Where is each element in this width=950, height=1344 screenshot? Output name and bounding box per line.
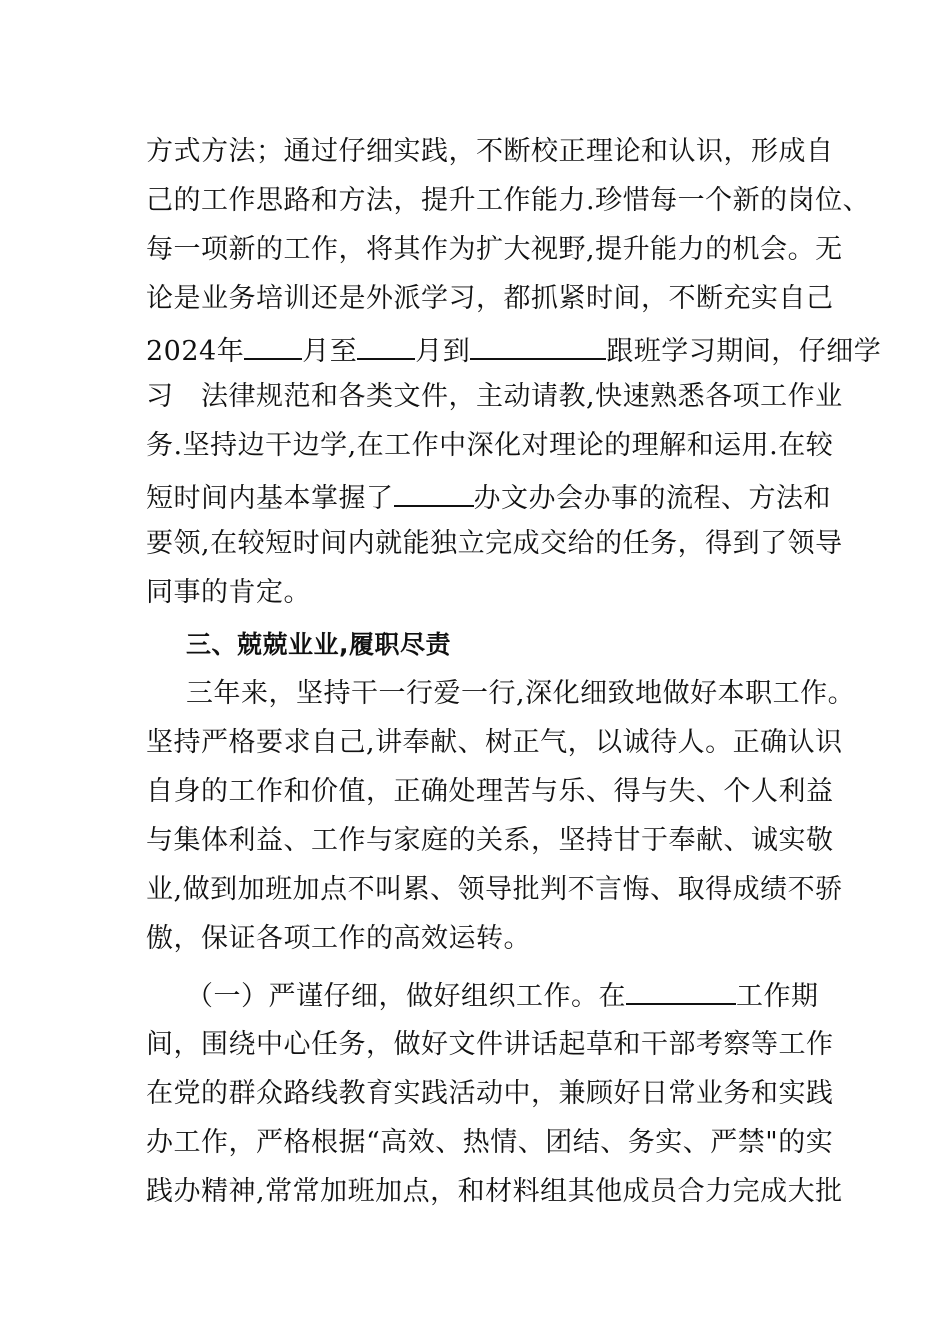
- paragraph-line: 坚持严格要求自己,讲奉献、树正气，以诚待人。正确认识: [146, 727, 843, 758]
- paragraph-line: 办工作，严格根据“高效、热情、团结、务实、严禁"的实: [146, 1127, 834, 1158]
- fill-blank: [470, 330, 606, 360]
- paragraph-line-with-blank: [146, 477, 831, 517]
- paragraph-line: 同事的肯定。: [146, 577, 311, 608]
- paragraph-line: 论是业务培训还是外派学习，都抓紧时间，不断充实自己: [146, 283, 834, 314]
- paragraph-line: 务.坚持边干边学,在工作中深化对理论的理解和运用.在较: [146, 430, 834, 461]
- paragraph-line: 习 法律规范和各类文件，主动请教,快速熟悉各项工作业: [146, 381, 843, 412]
- paragraph-line: 傲，保证各项工作的高效运转。: [146, 923, 531, 954]
- paragraph-line: 三年来，坚持干一行爱一行,深化细致地做好本职工作。: [186, 678, 856, 709]
- line-text: 跟班学习期间，仔细学: [606, 336, 882, 367]
- paragraph-line: 在党的群众路线教育实践活动中，兼顾好日常业务和实践: [146, 1078, 834, 1109]
- paragraph-line: 方式方法；通过仔细实践，不断校正理论和认识，形成自: [146, 136, 834, 167]
- subsection-line-with-blank: [146, 975, 866, 1015]
- paragraph-line-with-blanks: [146, 330, 882, 370]
- paragraph-line: 与集体利益、工作与家庭的关系，坚持甘于奉献、诚实敬: [146, 825, 834, 856]
- fill-blank: [626, 975, 736, 1005]
- line-text: 办文办会办事的流程、方法和: [473, 483, 831, 514]
- fill-blank: [357, 330, 415, 360]
- paragraph-line: 己的工作思路和方法，提升工作能力.珍惜每一个新的岗位、: [146, 185, 871, 216]
- paragraph-line: 业,做到加班加点不叫累、领导批判不言悔、取得成绩不骄: [146, 874, 843, 905]
- line-text: 2024年: [146, 336, 245, 367]
- paragraph-line: 践办精神,常常加班加点，和材料组其他成员合力完成大批: [146, 1176, 843, 1207]
- subsection-title: （一）严谨仔细，做好组织工作。在: [186, 981, 626, 1012]
- paragraph-line: 自身的工作和价值，正确处理苦与乐、得与失、个人利益: [146, 776, 834, 807]
- line-text: 月至: [302, 336, 358, 367]
- paragraph-line: 要领,在较短时间内就能独立完成交给的任务，得到了领导: [146, 528, 843, 559]
- paragraph-line: 每一项新的工作，将其作为扩大视野,提升能力的机会。无: [146, 234, 843, 265]
- line-text: 工作期: [736, 981, 819, 1012]
- fill-blank: [394, 477, 474, 507]
- section-heading: 三、兢兢业业,履职尽责: [186, 630, 451, 659]
- line-text: 短时间内基本掌握了: [146, 483, 394, 514]
- fill-blank: [244, 330, 302, 360]
- paragraph-line: 间，围绕中心任务，做好文件讲话起草和干部考察等工作: [146, 1029, 834, 1060]
- line-text: 月到: [415, 336, 471, 367]
